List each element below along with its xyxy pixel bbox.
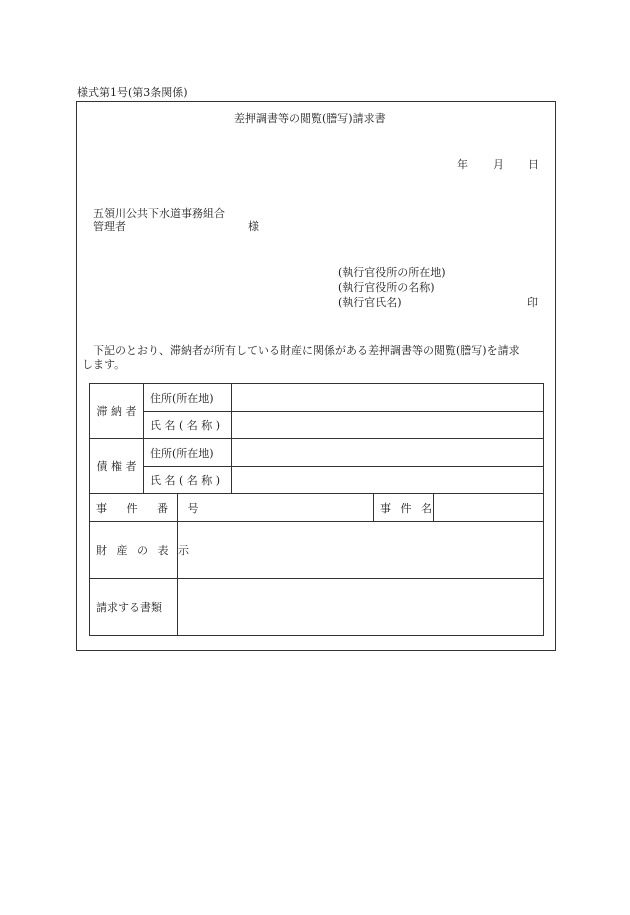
date-year: 年 (457, 158, 468, 171)
request-text-line1: 下記のとおり、滞納者が所有している財産に関係がある差押調書等の閲覧(謄写)を請求 (93, 344, 520, 357)
property-label: 財 産 の 表 示 (90, 522, 178, 579)
delinquent-name-field[interactable] (232, 412, 544, 439)
applicant-office-address: (執行官役所の所在地) (338, 266, 446, 279)
creditor-name-field[interactable] (232, 467, 544, 494)
applicant-office-name: (執行官役所の名称) (338, 281, 435, 294)
case-number-label: 事 件 番 号 (90, 494, 178, 522)
case-name-field[interactable] (434, 494, 544, 522)
delinquent-label: 滞 納 者 (90, 384, 144, 439)
creditor-address-label: 住所(所在地) (144, 439, 232, 467)
addressee-role: 管理者 (93, 220, 126, 233)
addressee-org: 五領川公共下水道事務組合 (93, 207, 225, 220)
property-field[interactable] (178, 522, 544, 579)
delinquent-address-label: 住所(所在地) (144, 384, 232, 412)
date-month: 月 (493, 158, 504, 171)
form-number: 様式第1号(第3条関係) (77, 86, 188, 99)
applicant-officer-name: (執行官氏名) (338, 296, 402, 309)
creditor-address-field[interactable] (232, 439, 544, 467)
date-day: 日 (528, 158, 539, 171)
creditor-label: 債 権 者 (90, 439, 144, 494)
seal-mark: 印 (527, 296, 538, 309)
addressee-honorific: 様 (248, 220, 259, 233)
documents-field[interactable] (178, 579, 544, 636)
delinquent-name-label: 氏 名 ( 名 称 ) (144, 412, 232, 439)
documents-label: 請求する書類 (90, 579, 178, 636)
delinquent-address-field[interactable] (232, 384, 544, 412)
detail-table (89, 383, 544, 636)
form-title: 差押調書等の閲覧(謄写)請求書 (234, 112, 386, 125)
case-name-label: 事 件 名 (374, 494, 434, 522)
creditor-name-label: 氏 名 ( 名 称 ) (144, 467, 232, 494)
request-text-line2: します。 (82, 358, 126, 371)
